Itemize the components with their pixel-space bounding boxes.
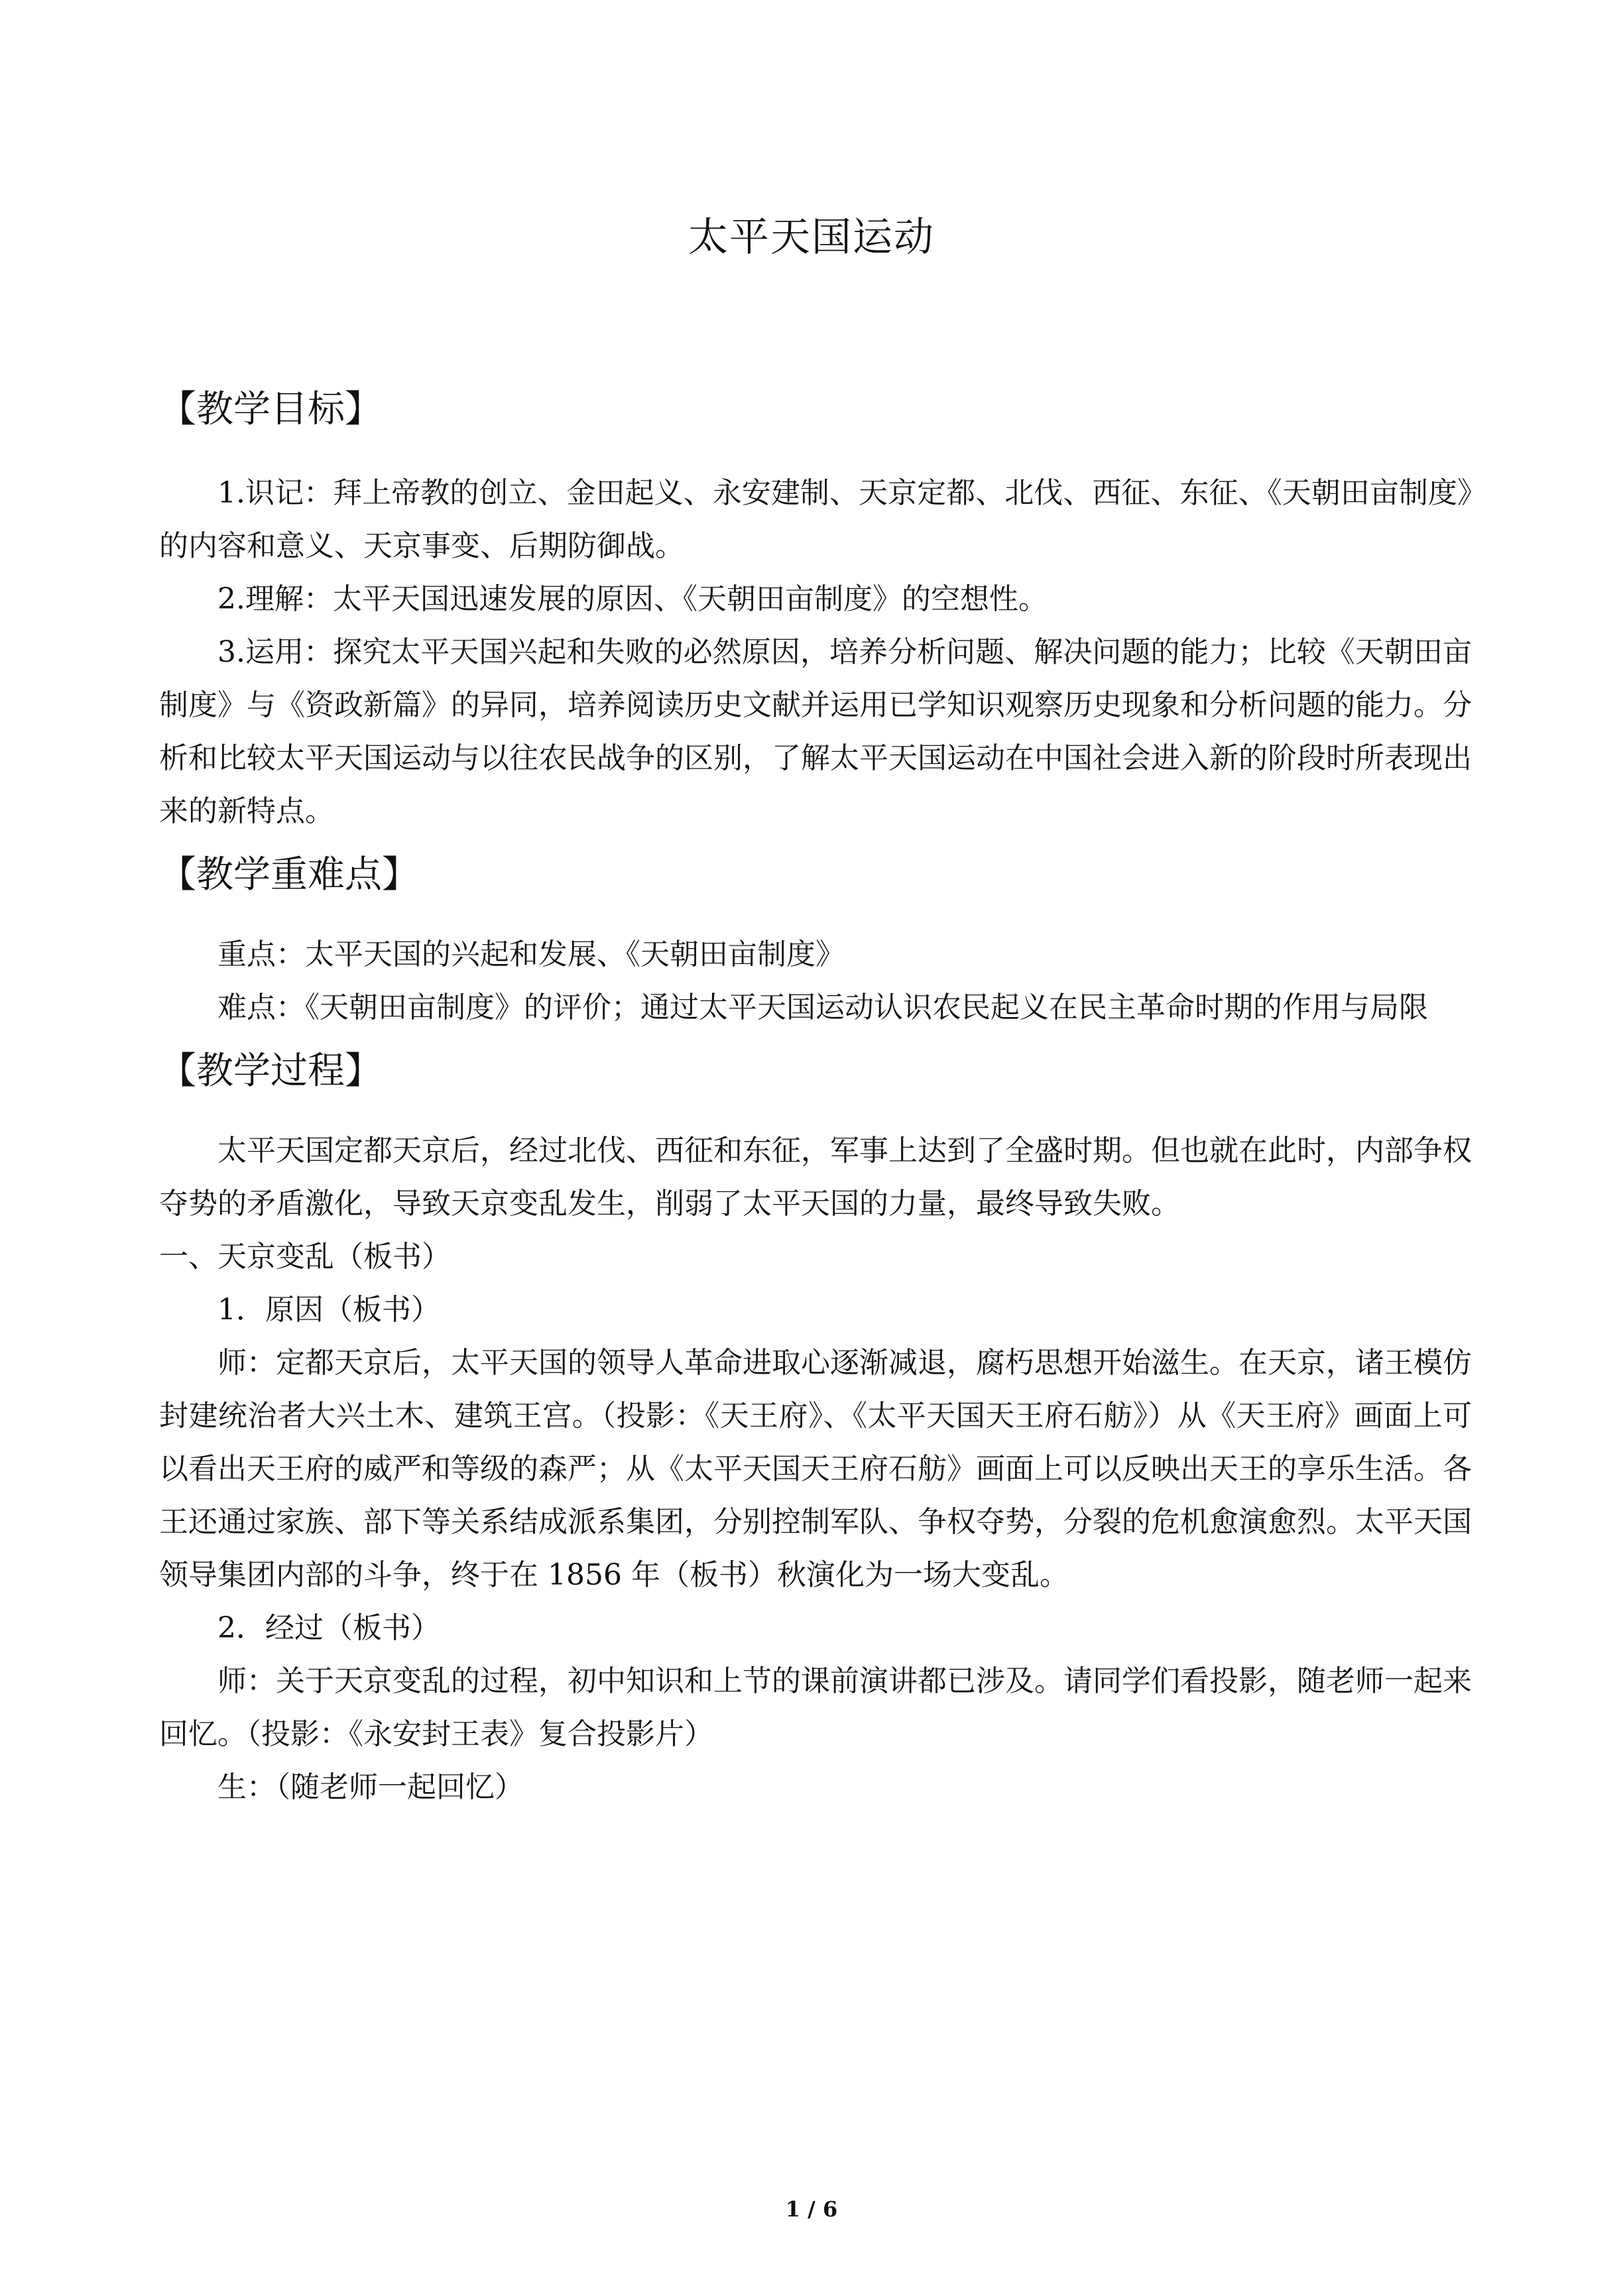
key-point-focus: 重点：太平天国的兴起和发展、《天朝田亩制度》 <box>217 937 845 971</box>
objective-item-2: 2.理解：太平天国迅速发展的原因、《天朝田亩制度》的空想性。 <box>217 582 1048 616</box>
cause-heading: 1．原因（板书） <box>217 1293 440 1327</box>
section-heading-objectives: 【教学目标】 <box>159 388 382 431</box>
objective-item-1: 1.识记：拜上帝教的创立、金田起义、永安建制、天京定都、北伐、西征、东征、《天朝田亩制度》的内容和意义、天京事变、后期防御战。 <box>159 476 1472 563</box>
process-text: 师：关于天京变乱的过程，初中知识和上节的课前演讲都已涉及。请同学们看投影，随老师一起来回忆。（投影：《永安封王表》复合投影片） <box>159 1664 1472 1751</box>
document-body <box>159 383 1472 1814</box>
process-intro: 太平天国定都天京后，经过北伐、西征和东征，军事上达到了全盛时期。但也就在此时，内部争权夺势的矛盾激化，导致天京变乱发生，削弱了太平天国的力量，最终导致失败。 <box>159 1134 1472 1221</box>
process-subheading-1: 一、天京变乱（板书） <box>159 1240 451 1274</box>
process-heading: 2．经过（板书） <box>217 1611 440 1645</box>
student-text: 生：（随老师一起回忆） <box>217 1770 524 1804</box>
section-heading-process: 【教学过程】 <box>159 1050 382 1093</box>
key-point-difficulty: 难点：《天朝田亩制度》的评价；通过太平天国运动认识农民起义在民主革命时期的作用与局限 <box>217 991 1428 1024</box>
cause-text: 师：定都天京后，太平天国的领导人革命进取心逐渐减退，腐朽思想开始滋生。在天京，诸王模仿封建统治者大兴土木、建筑王宫。（投影：《天王府》、《太平天国天王府石舫》）从《天王府》画面上可以看出天王府的威严和等级的森严；从《太平天国天王府石舫》画面上可以反映出天王的享乐生活。各王还通过家族、部下等关系结成派系集团，分别控制军队、争权夺势，分裂的危机愈演愈烈。太平天国领导集团内部的斗争，终于在 1856 年（板书）秋演化为一场大变乱。 <box>159 1346 1472 1592</box>
section-heading-key-points: 【教学重难点】 <box>159 853 419 896</box>
page-number: 1 / 6 <box>785 2197 838 2222</box>
objective-item-3: 3.运用：探究太平天国兴起和失败的必然原因，培养分析问题、解决问题的能力；比较《天朝田亩制度》与《资政新篇》的异同，培养阅读历史文献并运用已学知识观察历史现象和分析问题的能力。分析和比较太平天国运动与以往农民战争的区别，了解太平天国运动在中国社会进入新的阶段时所表现出来的新特点。 <box>159 635 1472 828</box>
document-title: 太平天国运动 <box>688 214 935 261</box>
